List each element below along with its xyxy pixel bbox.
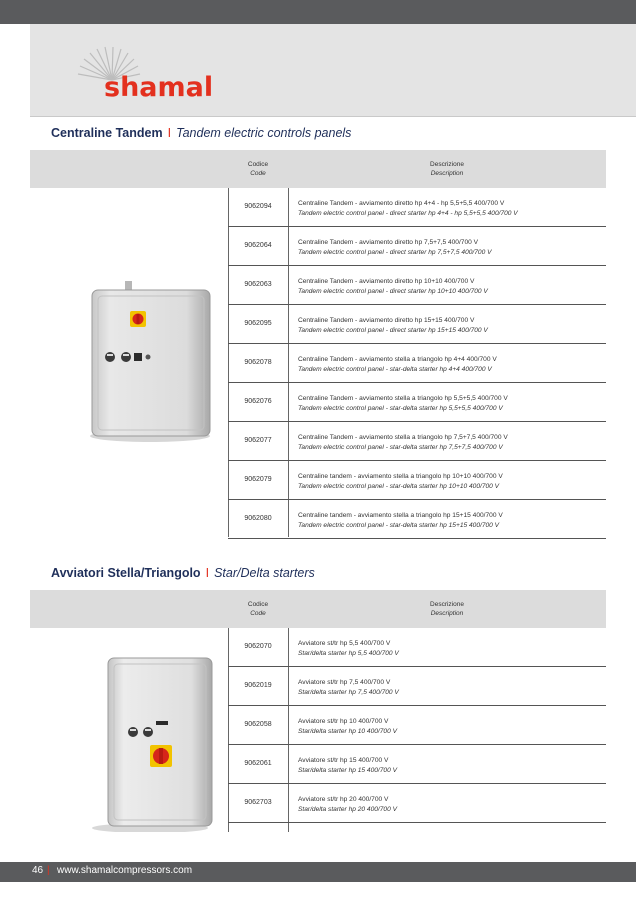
description-it: Centraline Tandem - avviamento stella a triangolo hp 7,5+7,5 400/700 V [298, 434, 508, 441]
description-en: Star/delta starter hp 7,5 400/700 V [298, 688, 399, 696]
description-en: Tandem electric control panel - direct starter hp 10+10 400/700 V [298, 287, 488, 295]
section-title-it: Avviatori Stella/Triangolo [51, 566, 201, 580]
description-header: Descrizione Description [430, 601, 464, 617]
description-header: Descrizione Description [430, 161, 464, 177]
description-it: Centraline tandem - avviamento stella a triangolo hp 15+15 400/700 V [298, 512, 503, 519]
product-description [298, 316, 488, 335]
website-link[interactable]: www.shamalcompressors.com [57, 865, 193, 876]
product-description [298, 433, 508, 452]
description-it: Centraline Tandem - avviamento stella a triangolo hp 5,5+5,5 400/700 V [298, 395, 508, 402]
description-en: Tandem electric control panel - star-delta starter hp 7,5+7,5 400/700 V [298, 443, 503, 451]
product-description [298, 639, 399, 658]
product-description [298, 277, 488, 296]
product-code: 9062061 [244, 760, 272, 767]
tandem-rows [30, 188, 606, 539]
product-code: 9062019 [244, 682, 272, 689]
product-code: 9062703 [244, 799, 272, 806]
product-code: 9062076 [244, 398, 272, 405]
section-title-star-delta [51, 566, 315, 580]
product-code: 9062063 [244, 281, 272, 288]
product-code: 9062064 [244, 242, 272, 249]
product-code: 9062058 [244, 721, 272, 728]
product-description [298, 756, 397, 775]
description-en: Star/delta starter hp 10 400/700 V [298, 727, 397, 735]
description-en: Star/delta starter hp 5,5 400/700 V [298, 649, 399, 657]
header-rule [30, 116, 636, 117]
table-row [228, 266, 606, 305]
product-code: 9062077 [244, 437, 272, 444]
table-row [228, 188, 606, 227]
table-row [228, 706, 606, 745]
description-en: Tandem electric control panel - star-delta starter hp 4+4 400/700 V [298, 365, 492, 373]
code-header: Codice Code [247, 601, 269, 617]
logo-wordmark: shamal [104, 72, 214, 103]
description-en: Tandem electric control panel - direct starter hp 4+4 - hp 5,5+5,5 400/700 V [298, 209, 518, 217]
table-row [228, 745, 606, 784]
section-title-en: Tandem electric controls panels [176, 126, 352, 140]
product-code: 9062094 [244, 203, 272, 210]
section-title-en: Star/Delta starters [214, 566, 315, 580]
description-it: Avviatore st/tr hp 15 400/700 V [298, 757, 389, 764]
product-description [298, 717, 397, 736]
product-code: 9062070 [244, 643, 272, 650]
description-it: Avviatore st/tr hp 7,5 400/700 V [298, 679, 391, 686]
product-description [298, 199, 518, 218]
description-en: Tandem electric control panel - star-delta starter hp 15+15 400/700 V [298, 521, 500, 529]
star-delta-rows [30, 628, 606, 823]
product-code: 9062078 [244, 359, 272, 366]
table-row [228, 784, 606, 823]
product-description [298, 795, 397, 814]
product-description [298, 394, 508, 413]
description-en: Tandem electric control panel - direct starter hp 15+15 400/700 V [298, 326, 488, 334]
description-it: Avviatore st/tr hp 10 400/700 V [298, 718, 389, 725]
description-en: Tandem electric control panel - direct starter hp 7,5+7,5 400/700 V [298, 248, 492, 256]
product-description [298, 511, 503, 530]
top-band [0, 0, 636, 24]
table-row [228, 461, 606, 500]
description-it: Centraline Tandem - avviamento stella a triangolo hp 4+4 400/700 V [298, 356, 497, 363]
product-description [298, 238, 491, 257]
description-it: Centraline Tandem - avviamento diretto hp 7,5+7,5 400/700 V [298, 239, 479, 246]
tandem-table [30, 150, 606, 539]
product-code: 9062095 [244, 320, 272, 327]
section-title-tandem [51, 126, 351, 140]
title-separator: I [205, 566, 210, 580]
table-row [228, 305, 606, 344]
product-description [298, 355, 497, 374]
table-row [228, 500, 606, 539]
description-it: Centraline Tandem - avviamento diretto hp 10+10 400/700 V [298, 278, 475, 285]
table-row [228, 383, 606, 422]
table-row [228, 227, 606, 266]
product-description [298, 678, 399, 697]
shamal-logo [64, 44, 234, 114]
description-en: Tandem electric control panel - star-delta starter hp 5,5+5,5 400/700 V [298, 404, 503, 412]
description-it: Avviatore st/tr hp 5,5 400/700 V [298, 640, 391, 647]
table-row [228, 422, 606, 461]
star-delta-table [30, 590, 606, 823]
page-number: 46 [32, 865, 44, 876]
product-code: 9062080 [244, 515, 272, 522]
description-it: Avviatore st/tr hp 20 400/700 V [298, 796, 389, 803]
title-separator: I [167, 126, 172, 140]
product-code: 9062079 [244, 476, 272, 483]
table-row [228, 344, 606, 383]
product-description [298, 472, 503, 491]
table-row [228, 628, 606, 667]
footer-separator: | [47, 865, 50, 876]
table-header [30, 590, 606, 628]
footer-bar [0, 862, 636, 882]
table-row [228, 667, 606, 706]
section-title-it: Centraline Tandem [51, 126, 163, 140]
table-header [30, 150, 606, 188]
description-en: Star/delta starter hp 15 400/700 V [298, 766, 397, 774]
description-it: Centraline tandem - avviamento stella a triangolo hp 10+10 400/700 V [298, 473, 503, 480]
description-en: Star/delta starter hp 20 400/700 V [298, 805, 397, 813]
code-header: Codice Code [247, 161, 269, 177]
description-en: Tandem electric control panel - star-delta starter hp 10+10 400/700 V [298, 482, 500, 490]
description-it: Centraline Tandem - avviamento diretto hp 15+15 400/700 V [298, 317, 475, 324]
description-it: Centraline Tandem - avviamento diretto hp 4+4 - hp 5,5+5,5 400/700 V [298, 200, 505, 207]
